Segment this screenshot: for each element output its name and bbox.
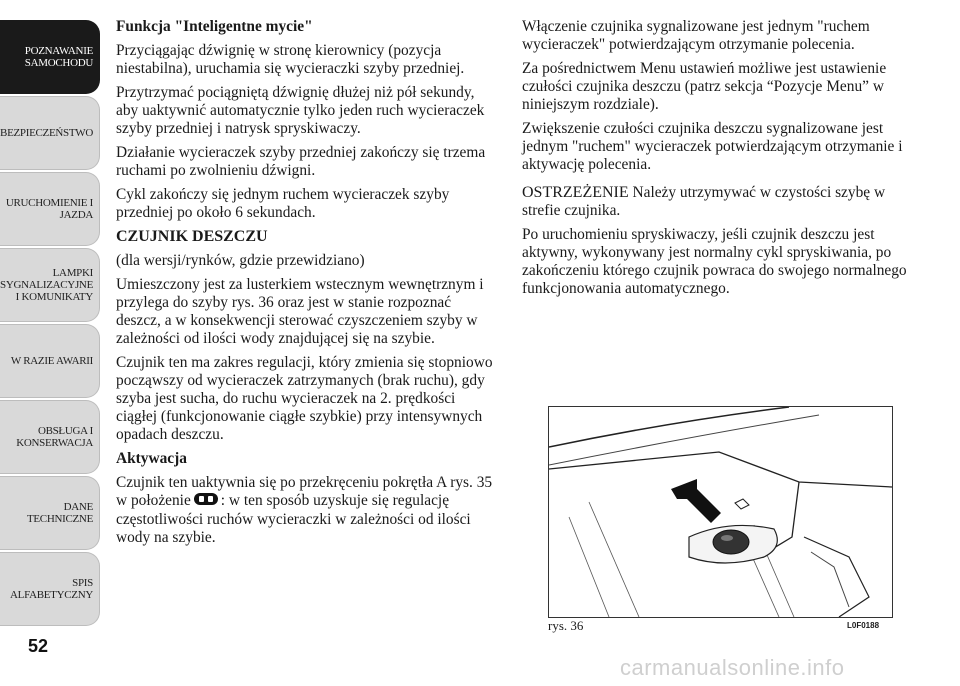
tab-label: POZNAWANIE SAMOCHODU xyxy=(24,45,93,69)
paragraph: Działanie wycieraczek szyby przedniej zakończy się trzema ruchami po zwolnieniu dźwigni. xyxy=(116,144,486,179)
page-number: 52 xyxy=(28,636,49,656)
tab-w-razie-awarii[interactable] xyxy=(0,324,100,398)
paragraph: Przyciągając dźwignię w stronę kierownicy (pozycja niestabilna), uruchamia się wycieraczki szyby przedniej. xyxy=(116,42,465,77)
tab-label: URUCHOMIENIE I JAZDA xyxy=(5,197,93,221)
tab-label: W RAZIE AWARII xyxy=(10,355,93,367)
paragraph: Za pośrednictwem Menu ustawień możliwe jest ustawienie czułości czujnika deszczu (patrz sekcja “Pozycje Menu” w niniejszym rozdziale). xyxy=(522,60,887,113)
watermark: carmanualsonline.info xyxy=(620,655,845,680)
paragraph: Po uruchomieniu spryskiwaczy, jeśli czujnik deszczu jest aktywny, wykonywany jest normalny cykl spryskiwania, po zakończeniu którego czujnik powraca do swojego normalnego funkcjonowania automatycznego. xyxy=(522,226,907,297)
tab-spis-alfabetyczny[interactable] xyxy=(0,552,100,626)
paragraph: Zwiększenie czułości czujnika deszczu sygnalizowane jest jednym "ruchem" wycieraczek potwierdzającym otrzymanie i aktywację polecenia. xyxy=(522,120,903,173)
tab-lampki-sygnalizacyjne[interactable] xyxy=(0,248,100,322)
pointer-arrow xyxy=(671,479,721,523)
tab-dane-techniczne[interactable] xyxy=(0,476,100,550)
paragraph: Przytrzymać pociągniętą dźwignię dłużej niż pół sekundy, aby uaktywnić automatycznie tylko jeden ruch wycieraczek szyby przedniej i natrysk spryskiwaczy. xyxy=(116,84,485,137)
paragraph: Czujnik ten ma zakres regulacji, który zmienia się stopniowo począwszy od wycieraczek zatrzymanych (brak ruchu), gdy szyba jest sucha, do ruchu wycieraczek na 2. prędkości ciągłej (funkcjonowanie ciągłe szybkie) przy intensywnych opadach deszczu. xyxy=(116,354,493,443)
paragraph: Cykl zakończy się jednym ruchem wycieraczek szyby przedniej po około 6 sekundach. xyxy=(116,186,450,221)
tab-label: LAMPKI SYGNALIZACYJNE I KOMUNIKATY xyxy=(0,267,93,303)
section-title-rain-sensor: CZUJNIK DESZCZU xyxy=(116,228,268,245)
section-heading-smart-wash: Funkcja "Inteligentne mycie" xyxy=(116,18,313,35)
figure-code: L0F0188 xyxy=(847,621,880,630)
section-subtitle: (dla wersji/rynków, gdzie przewidziano) xyxy=(116,252,365,269)
warning-label: OSTRZEŻENIE xyxy=(522,184,629,201)
text-span: Czujnik ten uaktywnia się po przekręceniu pokrętła A rys. 35 w położenie xyxy=(116,474,493,510)
tab-obsluga-i-konserwacja[interactable] xyxy=(0,400,100,474)
text-span: : w ten sposób uzyskuje się regulację częstotliwości ruchów wycieraczki w zależności od ilości wody na szybie. xyxy=(116,492,471,546)
tab-label: OBSŁUGA I KONSERWACJA xyxy=(16,425,93,449)
tab-label: SPIS ALFABETYCZNY xyxy=(10,577,93,601)
figure-caption: rys. 36 xyxy=(548,618,584,633)
tab-label: BEZPIECZEŃSTWO xyxy=(0,127,93,139)
auto-wiper-icon xyxy=(193,492,219,511)
paragraph: Umieszczony jest za lusterkiem wstecznym wewnętrznym i przylega do szyby rys. 36 oraz jest w stanie rozpoznać deszcz, a w konsekwencji sterować czyszczeniem szyby w zależności od ilości wody znajdującej się na szybie. xyxy=(116,276,484,347)
left-column xyxy=(116,18,498,553)
tab-poznawanie-samochodu[interactable] xyxy=(0,20,100,94)
rain-sensor-illustration xyxy=(549,407,892,617)
paragraph-activation xyxy=(116,474,498,547)
activation-heading: Aktywacja xyxy=(116,450,187,467)
paragraph: Włączenie czujnika sygnalizowane jest jednym "ruchem wycieraczek" potwierdzającym otrzymanie polecenia. xyxy=(522,18,870,53)
tab-uruchomienie-i-jazda[interactable] xyxy=(0,172,100,246)
tab-label: DANE TECHNICZNE xyxy=(26,501,93,525)
right-column xyxy=(522,18,907,304)
figure-rain-sensor xyxy=(548,406,893,618)
chapter-tabs xyxy=(0,20,100,628)
tab-bezpieczenstwo[interactable] xyxy=(0,96,100,170)
warning-paragraph xyxy=(522,184,907,220)
warning-text: Należy utrzymywać w czystości szybę w strefie czujnika. xyxy=(522,184,886,219)
